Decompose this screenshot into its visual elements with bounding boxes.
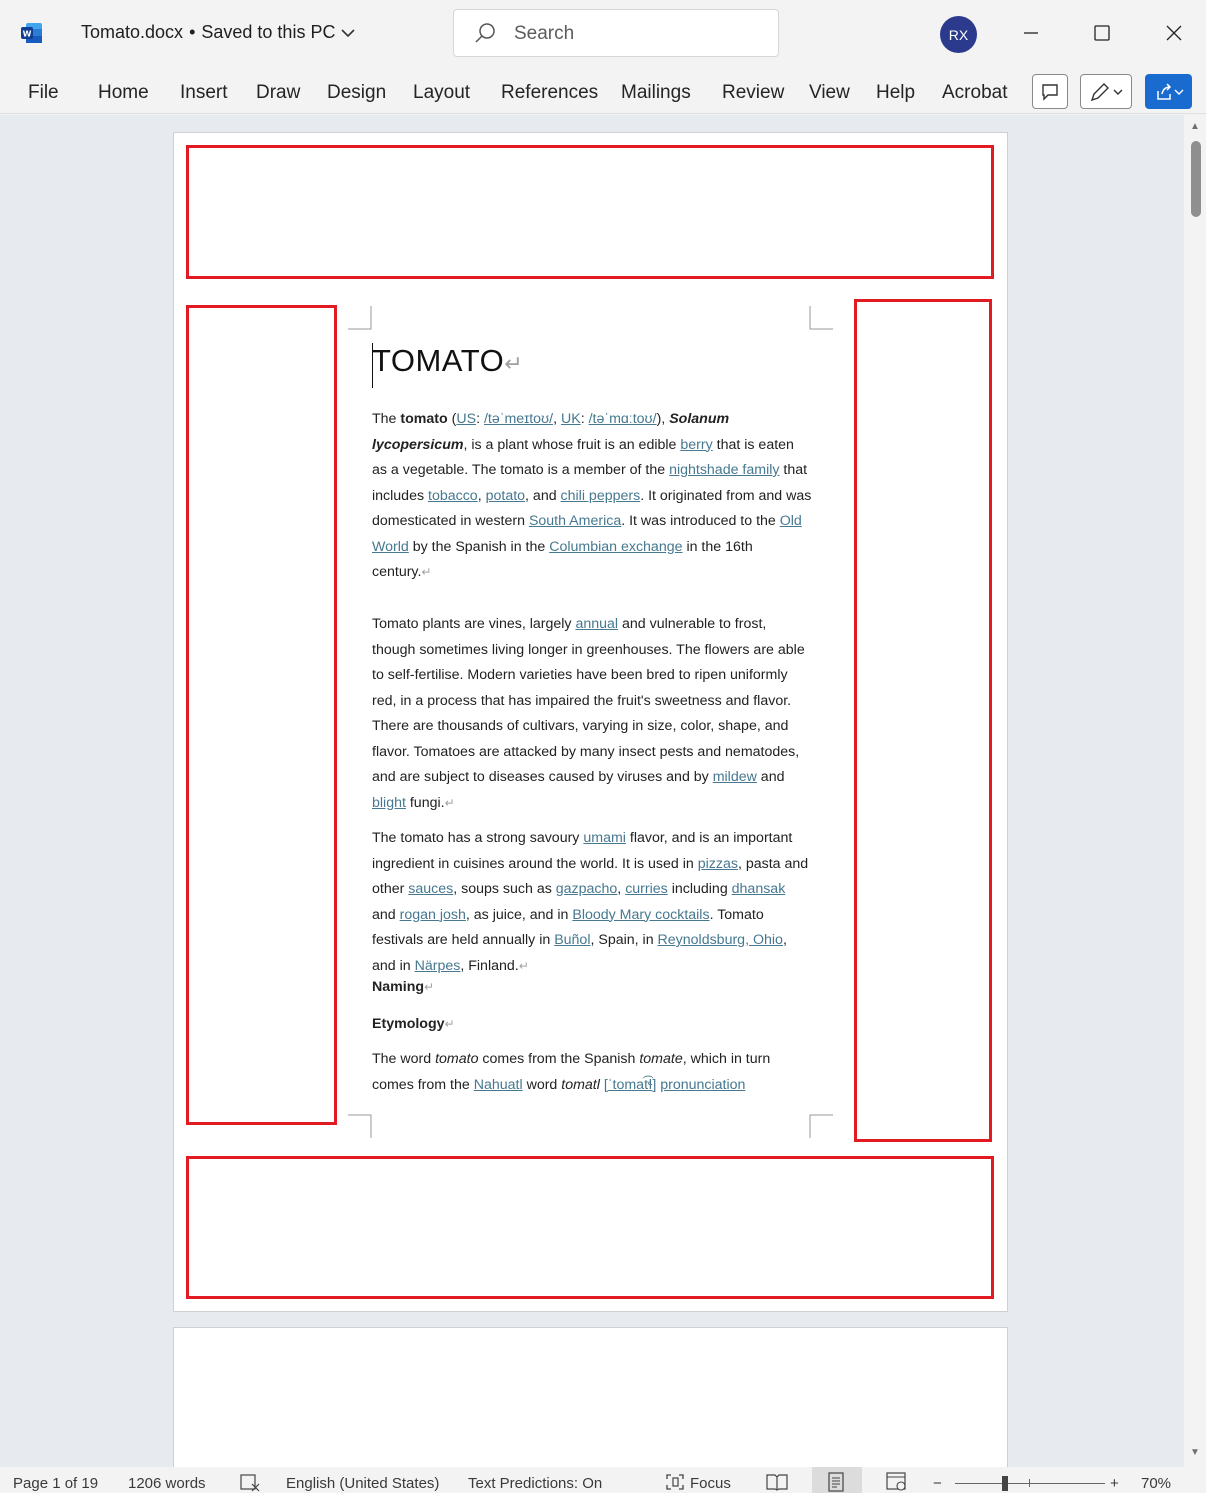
text: . It was introduced to the	[621, 513, 780, 529]
link-narpes[interactable]: Närpes	[414, 957, 461, 974]
heading-text: Naming	[372, 979, 425, 995]
link-bloody-mary[interactable]: Bloody Mary cocktails	[572, 906, 710, 923]
italic-text: tomatl	[561, 1076, 600, 1093]
focus-button[interactable]: Focus	[690, 1475, 731, 1492]
tab-layout[interactable]: Layout	[413, 82, 471, 103]
link-umami[interactable]: umami	[583, 830, 626, 846]
title-separator: •	[189, 22, 196, 42]
link-tobacco[interactable]: tobacco	[428, 487, 478, 504]
bottom-margin-highlight	[186, 1156, 994, 1299]
tab-review[interactable]: Review	[722, 82, 785, 103]
title-bar	[0, 0, 1206, 66]
paragraph-mark: ↵	[424, 980, 435, 994]
comments-button[interactable]	[1032, 74, 1068, 109]
heading-etymology[interactable]	[372, 1016, 455, 1032]
text: ,	[617, 881, 626, 897]
tab-file[interactable]: File	[28, 82, 59, 103]
maximize-icon[interactable]	[1087, 18, 1117, 48]
save-status: Saved to this PC	[201, 22, 336, 42]
text: (	[447, 411, 457, 427]
text: and	[372, 906, 400, 923]
zoom-in-button[interactable]: +	[1110, 1475, 1119, 1492]
link-bunol[interactable]: Buñol	[554, 932, 591, 948]
text: , as juice, and in	[465, 906, 573, 923]
share-button[interactable]	[1145, 74, 1192, 109]
link-curries[interactable]: curries	[625, 881, 668, 897]
search-placeholder: Search	[514, 23, 575, 44]
text: :	[580, 411, 589, 427]
document-page[interactable]	[173, 132, 1008, 1312]
document-title[interactable]	[81, 22, 355, 43]
editing-button[interactable]	[1080, 74, 1132, 109]
text-predictions-status[interactable]: Text Predictions: On	[468, 1475, 603, 1492]
link-pronunciation[interactable]: pronunciation	[660, 1076, 746, 1093]
word-count[interactable]: 1206 words	[128, 1475, 206, 1492]
link-blight[interactable]: blight	[372, 794, 406, 811]
text: and vulnerable to frost, though sometimes living longer in greenhouses. The flowers are able to self-fertilise. Modern varieties have been bred to ripen uniformly red, in a process that has impaired the fruit's sweetness and flavor. There are thousands of cultivars, varying in size, color, shape, and flavor. Tomatoes are attacked by many insect pests and nematodes, and are subject to diseases caused by viruses and by	[372, 616, 805, 785]
search-box[interactable]	[453, 9, 779, 57]
status-bar	[0, 1467, 1206, 1493]
link-reynoldsburg[interactable]: Reynoldsburg, Ohio	[657, 932, 783, 948]
link-berry[interactable]: berry	[680, 436, 713, 453]
link-gazpacho[interactable]: gazpacho	[555, 881, 618, 897]
zoom-slider-track[interactable]	[955, 1483, 1105, 1484]
document-canvas[interactable]	[0, 115, 1184, 1467]
zoom-slider-thumb[interactable]	[1002, 1476, 1008, 1491]
text: , Spain, in	[590, 932, 658, 948]
paragraph-1[interactable]	[372, 407, 812, 586]
link-mildew[interactable]: mildew	[712, 769, 757, 785]
heading-text: TOMATO	[372, 343, 505, 378]
crop-mark-top-right	[809, 306, 833, 330]
right-margin-highlight	[854, 299, 992, 1142]
crop-mark-top-left	[348, 306, 372, 330]
text: word	[522, 1076, 562, 1093]
doc-name: Tomato.docx	[81, 22, 184, 42]
vertical-scrollbar[interactable]	[1184, 115, 1206, 1467]
scroll-thumb[interactable]	[1191, 141, 1201, 217]
text: , which in turn comes from the	[372, 1051, 771, 1093]
text: ),	[656, 411, 670, 427]
paragraph-mark: ↵	[421, 565, 432, 579]
share-icon	[1154, 82, 1174, 102]
paragraph-mark: ↵	[444, 795, 455, 810]
svg-text:W: W	[22, 29, 32, 39]
chevron-down-icon	[341, 28, 355, 38]
crop-mark-bottom-left	[348, 1114, 372, 1138]
link-nahuatl[interactable]: Nahuatl	[473, 1076, 523, 1093]
scroll-down-icon[interactable]: ▼	[1190, 1447, 1200, 1458]
italic-text: tomato	[435, 1051, 479, 1067]
text: The tomato has a strong savoury	[372, 830, 584, 846]
ribbon-tabs	[0, 66, 1206, 114]
link-us[interactable]: US	[456, 411, 477, 427]
text: , soups such as	[453, 881, 556, 897]
focus-icon	[665, 1473, 685, 1491]
pen-icon	[1089, 81, 1113, 103]
crop-mark-bottom-right	[809, 1114, 833, 1138]
bold-italic-text: Solanum lycopersicum	[372, 411, 730, 453]
link-chili-peppers[interactable]: chili peppers	[560, 487, 641, 504]
tab-design[interactable]: Design	[327, 82, 387, 103]
text: , Finland.	[460, 957, 519, 974]
text: and	[756, 769, 785, 785]
word-icon[interactable]	[20, 21, 44, 45]
link-ipa[interactable]: [ˈtomat͡ɬ]	[603, 1076, 657, 1093]
text: in the 16th century.	[372, 538, 753, 580]
link-dhansak[interactable]: dhansak	[731, 881, 786, 897]
text: :	[476, 411, 484, 427]
text: that is eaten as a vegetable. The tomato is a member of the	[372, 436, 794, 478]
tab-insert[interactable]: Insert	[180, 82, 228, 103]
text: The word	[372, 1051, 436, 1067]
language-status[interactable]: English (United States)	[286, 1475, 440, 1492]
text: , is a plant whose fruit is an edible	[463, 436, 681, 453]
left-margin-highlight	[186, 305, 337, 1125]
text: by the Spanish in the	[408, 538, 550, 555]
text: The	[372, 411, 401, 427]
link-columbian-exchange[interactable]: Columbian exchange	[549, 538, 683, 555]
link-uk-pronunciation[interactable]: /təˈmɑːtoʊ/	[588, 411, 657, 427]
link-sauces[interactable]: sauces	[408, 881, 454, 897]
tab-mailings[interactable]: Mailings	[621, 82, 691, 103]
text: , and	[525, 487, 561, 504]
search-icon	[474, 22, 496, 44]
zoom-level[interactable]: 70%	[1141, 1475, 1172, 1492]
text: comes from the Spanish	[478, 1051, 640, 1067]
zoom-out-button[interactable]: −	[933, 1475, 942, 1492]
paragraph-mark: ↵	[504, 351, 524, 376]
heading-naming[interactable]	[372, 979, 434, 995]
tab-home[interactable]: Home	[98, 82, 149, 103]
tab-acrobat[interactable]: Acrobat	[942, 82, 1008, 103]
document-page-2[interactable]	[173, 1327, 1008, 1467]
bold-text: tomato	[400, 411, 448, 427]
text: ,	[553, 411, 561, 427]
paragraph-mark: ↵	[444, 1017, 455, 1031]
paragraph-2[interactable]	[372, 612, 812, 816]
link-rogan-josh[interactable]: rogan josh	[399, 906, 466, 923]
heading-text: Etymology	[372, 1016, 445, 1032]
comment-icon	[1040, 82, 1060, 102]
top-margin-highlight	[186, 145, 994, 279]
link-pizzas[interactable]: pizzas	[697, 855, 738, 872]
chevron-down-icon	[1113, 88, 1123, 96]
link-potato[interactable]: potato	[485, 487, 526, 504]
print-layout-icon[interactable]	[826, 1472, 846, 1492]
link-annual[interactable]: annual	[575, 616, 619, 632]
paragraph-4[interactable]	[372, 1047, 812, 1098]
web-layout-icon[interactable]	[886, 1472, 908, 1492]
close-icon[interactable]	[1159, 18, 1189, 48]
italic-text: tomate	[639, 1051, 683, 1067]
text: , pasta and other	[372, 855, 809, 897]
minimize-icon[interactable]	[1016, 18, 1046, 48]
link-south-america[interactable]: South America	[528, 513, 622, 529]
link-nightshade-family[interactable]: nightshade family	[669, 462, 780, 478]
accessibility-icon[interactable]	[240, 1474, 260, 1492]
tab-help[interactable]: Help	[876, 82, 916, 103]
link-uk[interactable]: UK	[560, 411, 581, 427]
paragraph-3[interactable]	[372, 826, 812, 979]
text: ,	[477, 487, 486, 504]
text: Tomato plants are vines, largely	[372, 616, 576, 632]
text: . Tomato festivals are held annually in	[372, 906, 764, 948]
document-heading[interactable]	[372, 343, 523, 379]
link-old-world[interactable]: Old World	[372, 513, 802, 555]
chevron-down-icon	[1174, 88, 1184, 96]
text: flavor, and is an important ingredient in cuisines around the world. It is used in	[372, 830, 793, 872]
tab-view[interactable]: View	[809, 82, 850, 103]
read-mode-icon[interactable]	[766, 1473, 788, 1491]
text: . It originated from and was domesticated in western	[372, 487, 812, 529]
text: that includes	[372, 462, 808, 504]
text: fungi.	[405, 794, 445, 811]
scroll-up-icon[interactable]: ▲	[1190, 121, 1200, 132]
text: including	[667, 881, 732, 897]
tab-references[interactable]: References	[501, 82, 599, 103]
text: , and in	[372, 932, 787, 974]
avatar[interactable]: RX	[940, 16, 977, 53]
tab-draw[interactable]: Draw	[256, 82, 301, 103]
page-count[interactable]: Page 1 of 19	[13, 1475, 99, 1492]
paragraph-mark: ↵	[518, 958, 529, 973]
link-us-pronunciation[interactable]: /təˈmeɪtoʊ/	[483, 411, 554, 427]
zoom-slider-tick	[1029, 1479, 1030, 1487]
